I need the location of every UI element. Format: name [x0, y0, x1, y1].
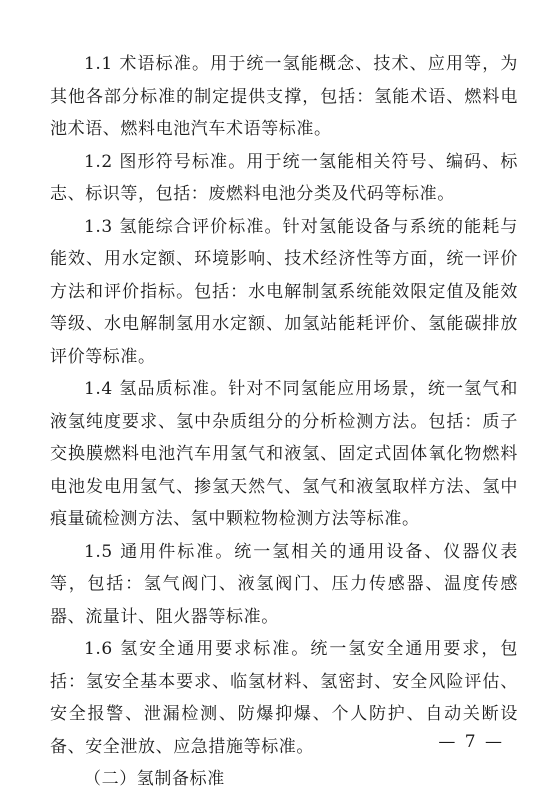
section-heading-hydrogen-production: （二）氢制备标准 [84, 769, 225, 789]
paragraph-graphic-symbol-standards: 1.2 图形符号标准。用于统一氢能相关符号、编码、标志、标识等，包括：废燃料电池分类及代码等标准。 [50, 151, 518, 204]
paragraph-comprehensive-evaluation-standards: 1.3 氢能综合评价标准。针对氢能设备与系统的能耗与能效、用水定额、环境影响、技术经济性等方面，统一评价方法和评价指标。包括：水电解制氢系统能效限定值及能效等级、水电解制氢用水定额、加氢站能耗评价、氢能碳排放评价等标准。 [50, 216, 518, 367]
paragraph-common-parts-standards: 1.5 通用件标准。统一氢相关的通用设备、仪器仪表等，包括：氢气阀门、液氢阀门、压力传感器、温度传感器、流量计、阻火器等标准。 [50, 541, 518, 627]
paragraph-hydrogen-quality-standards: 1.4 氢品质标准。针对不同氢能应用场景，统一氢气和液氢纯度要求、氢中杂质组分的分析检测方法。包括：质子交换膜燃料电池汽车用氢气和液氢、固定式固体氧化物燃料电池发电用氢气、掺氢天然气、氢气和液氢取样方法、氢中痕量硫检测方法、氢中颗粒物检测方法等标准。 [50, 379, 518, 529]
page-number: — 7 — [438, 732, 504, 752]
document-body [50, 48, 518, 796]
paragraph-safety-requirements-standards: 1.6 氢安全通用要求标准。统一氢安全通用要求，包括：氢安全基本要求、临氢材料、氢密封、安全风险评估、安全报警、泄漏检测、防爆抑爆、个人防护、自动关断设备、安全泄放、应急措施等标准。 [50, 639, 518, 757]
paragraph-terminology-standards: 1.1 术语标准。用于统一氢能概念、技术、应用等，为其他各部分标准的制定提供支撑，包括：氢能术语、燃料电池术语、燃料电池汽车术语等标准。 [50, 54, 518, 139]
